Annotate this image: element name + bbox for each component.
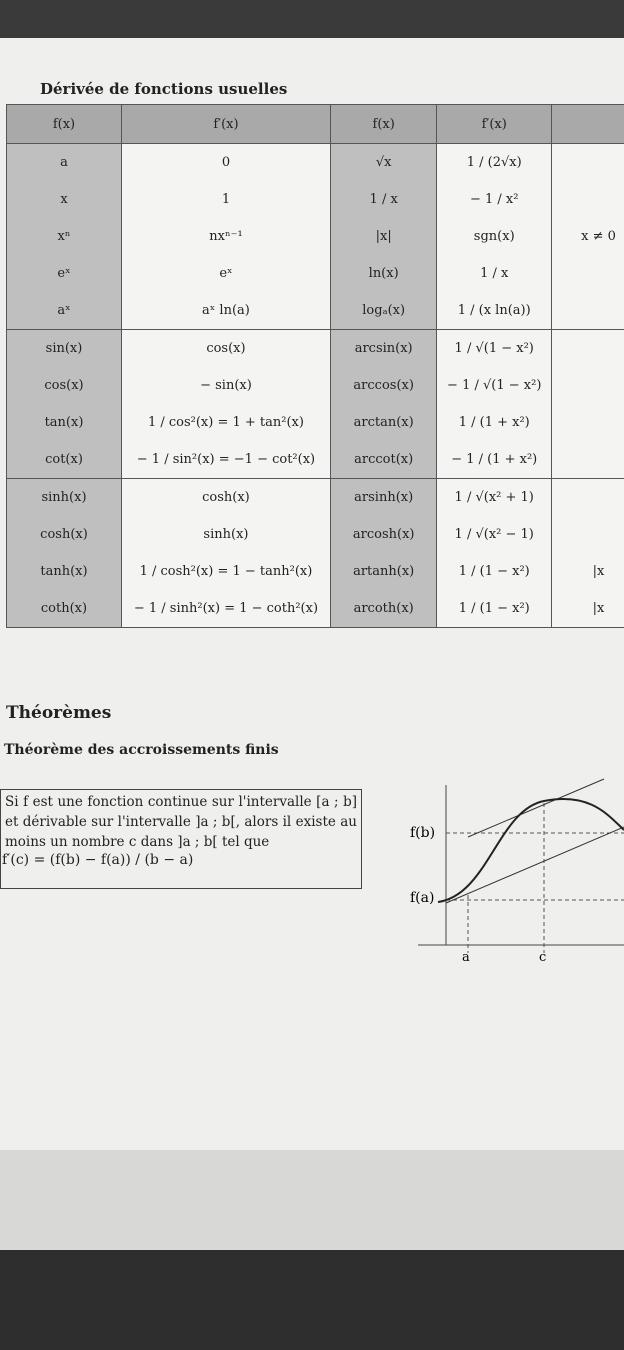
cell-condition — [552, 404, 624, 441]
cell-derivative-left: 0 — [122, 144, 331, 182]
header-fprime-right: f′(x) — [437, 105, 552, 144]
cell-function-left: xⁿ — [7, 218, 122, 255]
secant-line — [446, 827, 624, 903]
table-row — [7, 144, 624, 182]
cell-function-right: arcosh(x) — [330, 516, 437, 553]
cell-derivative-right: − 1 / x² — [437, 181, 552, 218]
background-surface — [0, 1250, 624, 1350]
cell-derivative-left: nxⁿ⁻¹ — [122, 218, 331, 255]
cell-condition — [552, 181, 624, 218]
table-row — [7, 516, 624, 553]
cell-function-right: ln(x) — [330, 255, 437, 292]
mean-value-graph — [398, 775, 624, 975]
cell-derivative-left: − sin(x) — [122, 367, 331, 404]
cell-derivative-left: eˣ — [122, 255, 331, 292]
table-row — [7, 367, 624, 404]
cell-derivative-right: 1 / (1 − x²) — [437, 553, 552, 590]
cell-derivative-right: sgn(x) — [437, 218, 552, 255]
table-body — [7, 144, 624, 628]
cell-derivative-left: cos(x) — [122, 330, 331, 368]
label-c: c — [539, 950, 547, 965]
cell-function-right: arcoth(x) — [330, 590, 437, 628]
tangent-line — [468, 779, 604, 837]
cell-function-left: cos(x) — [7, 367, 122, 404]
header-fprime-left: f′(x) — [122, 105, 331, 144]
header-f-left: f(x) — [7, 105, 122, 144]
cell-function-right: √x — [330, 144, 437, 182]
cell-function-right: arsinh(x) — [330, 479, 437, 517]
cell-derivative-left: sinh(x) — [122, 516, 331, 553]
page-underside — [0, 1150, 624, 1250]
cell-function-right: arccot(x) — [330, 441, 437, 479]
function-curve — [438, 799, 624, 902]
section-title: Dérivée de fonctions usuelles — [40, 80, 288, 98]
cell-derivative-left: 1 — [122, 181, 331, 218]
table-row — [7, 441, 624, 479]
cell-derivative-left: − 1 / sinh²(x) = 1 − coth²(x) — [122, 590, 331, 628]
cell-function-right: arctan(x) — [330, 404, 437, 441]
cell-function-left: x — [7, 181, 122, 218]
table-header-row — [7, 105, 624, 144]
cell-function-right: arcsin(x) — [330, 330, 437, 368]
table-row — [7, 181, 624, 218]
cell-derivative-right: 1 / √(1 − x²) — [437, 330, 552, 368]
cell-condition — [552, 144, 624, 182]
theorem-box — [0, 789, 362, 889]
table-row — [7, 479, 624, 517]
cell-function-left: sinh(x) — [7, 479, 122, 517]
cell-function-left: sin(x) — [7, 330, 122, 368]
cell-function-left: tan(x) — [7, 404, 122, 441]
cell-derivative-right: 1 / (1 − x²) — [437, 590, 552, 628]
cell-derivative-left: cosh(x) — [122, 479, 331, 517]
label-fb: f(b) — [410, 825, 436, 841]
cell-derivative-right: − 1 / (1 + x²) — [437, 441, 552, 479]
cell-function-left: cosh(x) — [7, 516, 122, 553]
cell-condition — [552, 255, 624, 292]
cell-function-left: eˣ — [7, 255, 122, 292]
cell-derivative-right: 1 / x — [437, 255, 552, 292]
cell-condition: |x — [552, 553, 624, 590]
cell-condition: |x — [552, 590, 624, 628]
cell-condition — [552, 330, 624, 368]
cell-derivative-right: − 1 / √(1 − x²) — [437, 367, 552, 404]
table-row — [7, 255, 624, 292]
table-row — [7, 292, 624, 330]
table-row — [7, 553, 624, 590]
table-row — [7, 330, 624, 368]
cell-function-right: 1 / x — [330, 181, 437, 218]
cell-function-left: coth(x) — [7, 590, 122, 628]
header-condition — [552, 105, 624, 144]
cell-function-left: a — [7, 144, 122, 182]
cell-function-right: logₐ(x) — [330, 292, 437, 330]
cell-derivative-left: 1 / cosh²(x) = 1 − tanh²(x) — [122, 553, 331, 590]
cell-function-right: arccos(x) — [330, 367, 437, 404]
cell-derivative-left: − 1 / sin²(x) = −1 − cot²(x) — [122, 441, 331, 479]
cell-condition — [552, 516, 624, 553]
cell-function-right: artanh(x) — [330, 553, 437, 590]
table-row — [7, 218, 624, 255]
table-row — [7, 404, 624, 441]
table-row — [7, 590, 624, 628]
cell-derivative-left: aˣ ln(a) — [122, 292, 331, 330]
cell-condition — [552, 479, 624, 517]
cell-condition — [552, 441, 624, 479]
theorem-statement: Si f est une fonction continue sur l'intervalle [a ; b] et dérivable sur l'intervalle ]a ; b[, alors il existe au moins un nombre c dans ]a ; b[ tel que — [5, 794, 357, 850]
cell-derivative-right: 1 / √(x² − 1) — [437, 516, 552, 553]
header-f-right: f(x) — [330, 105, 437, 144]
cell-derivative-left: 1 / cos²(x) = 1 + tan²(x) — [122, 404, 331, 441]
cell-function-right: |x| — [330, 218, 437, 255]
cell-condition — [552, 367, 624, 404]
label-fa: f(a) — [410, 890, 435, 906]
cell-function-left: aˣ — [7, 292, 122, 330]
cell-derivative-right: 1 / (2√x) — [437, 144, 552, 182]
cell-function-left: cot(x) — [7, 441, 122, 479]
cell-derivative-right: 1 / (1 + x²) — [437, 404, 552, 441]
cell-derivative-right: 1 / √(x² + 1) — [437, 479, 552, 517]
label-a: a — [462, 950, 470, 965]
cell-derivative-right: 1 / (x ln(a)) — [437, 292, 552, 330]
cell-function-left: tanh(x) — [7, 553, 122, 590]
theorems-heading: Théorèmes — [6, 703, 112, 723]
cell-condition — [552, 292, 624, 330]
cell-condition: x ≠ 0 — [552, 218, 624, 255]
theorem-formula: f′(c) = (f(b) − f(a)) / (b − a) — [2, 852, 194, 868]
theorem-subheading: Théorème des accroissements finis — [4, 742, 279, 758]
derivative-table — [6, 104, 624, 628]
